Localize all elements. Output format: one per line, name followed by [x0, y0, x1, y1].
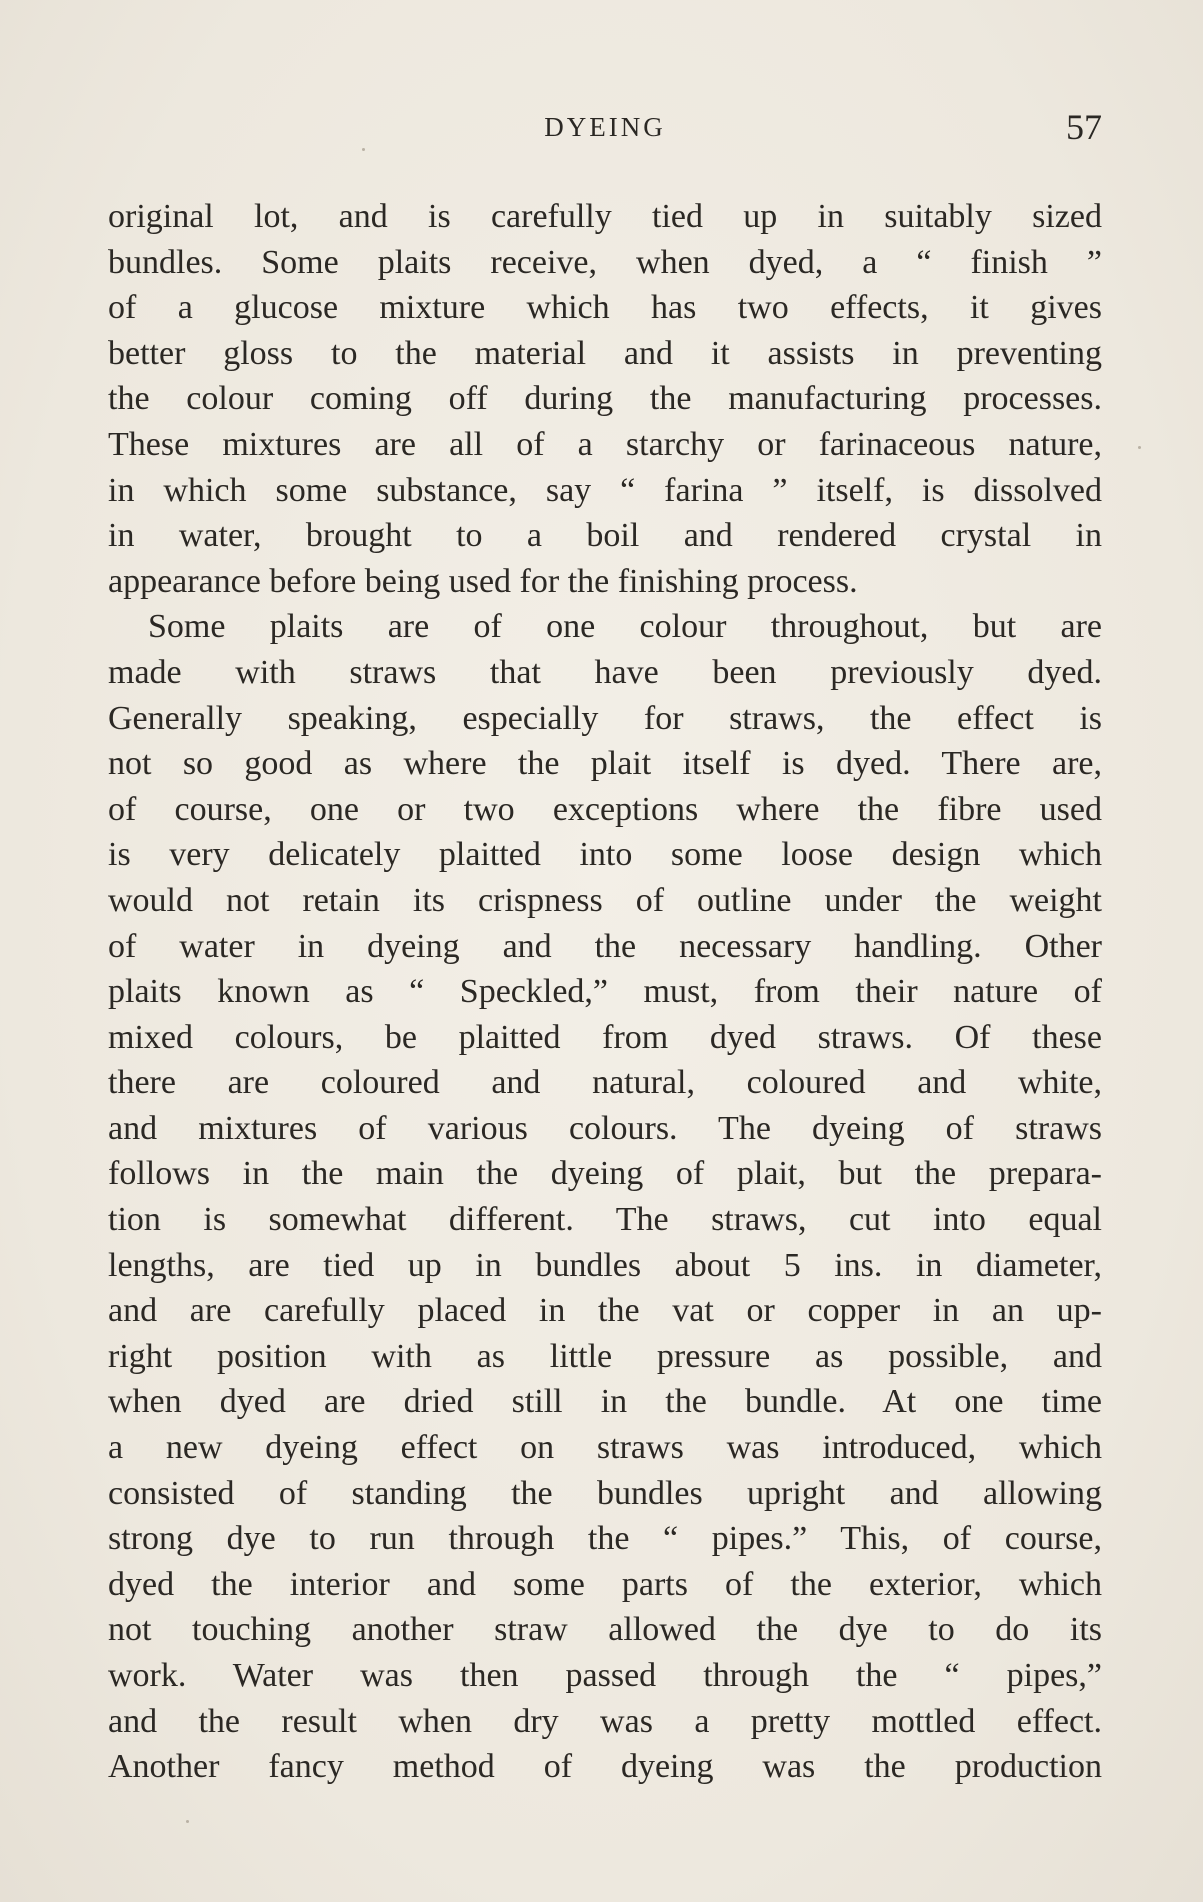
text-line: Another fancy method of dyeing was the production — [108, 1748, 1102, 1786]
text-line: Generally speaking, especially for straws, the effect is — [108, 699, 1102, 737]
text-line: mixed colours, be plaitted from dyed straws. Of these — [108, 1018, 1102, 1056]
text-line: dyed the interior and some parts of the exterior, which — [108, 1565, 1102, 1603]
text-line: lengths, are tied up in bundles about 5 ins. in diameter, — [108, 1246, 1102, 1284]
text-line: of a glucose mixture which has two effects, it gives — [108, 289, 1102, 327]
text-line: and are carefully placed in the vat or copper in an up- — [108, 1292, 1102, 1330]
text-line: right position with as little pressure as possible, and — [108, 1337, 1102, 1375]
text-line: and the result when dry was a pretty mottled effect. — [108, 1702, 1102, 1740]
text-line: of water in dyeing and the necessary handling. Other — [108, 927, 1102, 965]
text-line: plaits known as “ Speckled,” must, from their nature of — [108, 973, 1102, 1011]
text-line: of course, one or two exceptions where the fibre used — [108, 790, 1102, 828]
paper-speck — [1138, 446, 1141, 449]
text-line: is very delicately plaitted into some loose design which — [108, 836, 1102, 874]
text-line: in which some substance, say “ farina ” itself, is dissolved — [108, 471, 1102, 509]
text-line: bundles. Some plaits receive, when dyed, a “ finish ” — [108, 243, 1102, 281]
text-line: would not retain its crispness of outline under the weight — [108, 881, 1102, 919]
text-line: the colour coming off during the manufacturing processes. — [108, 380, 1102, 418]
running-title: DYEING — [544, 112, 666, 142]
text-line: not touching another straw allowed the dye to do its — [108, 1611, 1102, 1649]
text-line: a new dyeing effect on straws was introduced, which — [108, 1429, 1102, 1467]
text-line: follows in the main the dyeing of plait, but the prepara- — [108, 1155, 1102, 1193]
text-line: work. Water was then passed through the “ pipes,” — [108, 1657, 1102, 1694]
text-line: when dyed are dried still in the bundle. At one time — [108, 1383, 1102, 1421]
paper-speck — [362, 148, 365, 151]
text-line: strong dye to run through the “ pipes.” This, of course, — [108, 1520, 1102, 1558]
running-head — [108, 108, 1102, 152]
page-number: 57 — [1066, 107, 1102, 147]
body-text — [108, 194, 1102, 1790]
text-line: made with straws that have been previously dyed. — [108, 653, 1102, 691]
text-line: original lot, and is carefully tied up in suitably sized — [108, 198, 1102, 235]
text-line: tion is somewhat different. The straws, cut into equal — [108, 1201, 1102, 1239]
paragraph-end-line: appearance before being used for the finishing process. — [108, 562, 858, 600]
paragraph-start-line: Some plaits are of one colour throughout, but are — [148, 608, 1102, 646]
paper-speck — [186, 1820, 189, 1823]
text-line: there are coloured and natural, coloured and white, — [108, 1064, 1102, 1102]
text-line: not so good as where the plait itself is dyed. There are, — [108, 745, 1102, 783]
text-line: These mixtures are all of a starchy or farinaceous nature, — [108, 425, 1102, 463]
text-line: and mixtures of various colours. The dyeing of straws — [108, 1109, 1102, 1147]
text-line: consisted of standing the bundles upright and allowing — [108, 1474, 1102, 1512]
text-line: in water, brought to a boil and rendered crystal in — [108, 517, 1102, 555]
text-line: better gloss to the material and it assists in preventing — [108, 334, 1102, 372]
